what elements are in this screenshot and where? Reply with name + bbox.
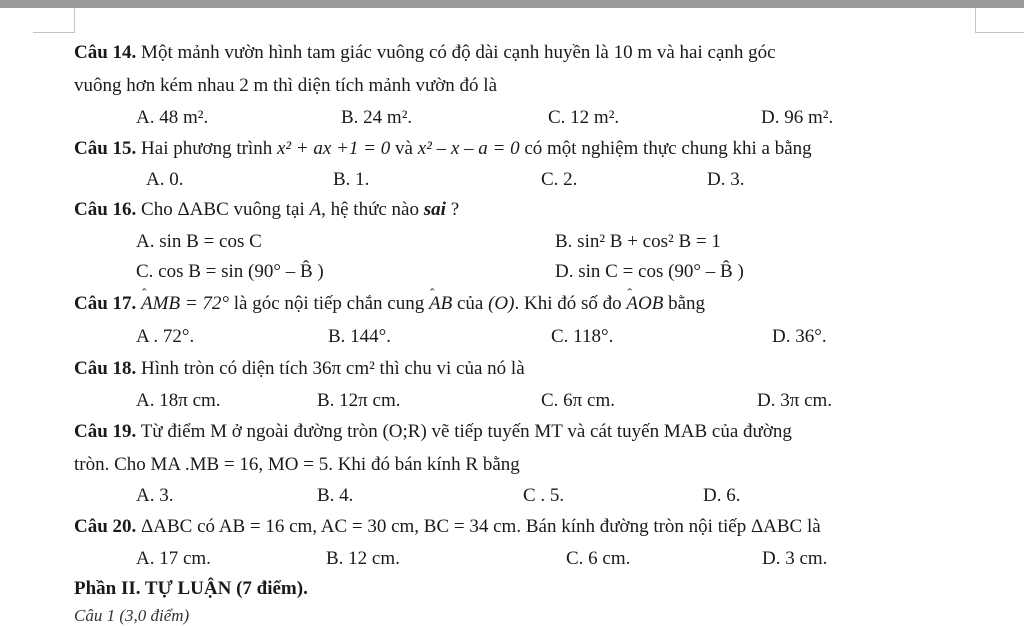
section-heading [74, 577, 308, 601]
option-b: B. sin² B + cos² B = 1 [555, 231, 721, 252]
question-16 [74, 198, 459, 222]
question-text: của [452, 293, 489, 314]
circle-label: (O) [488, 293, 515, 314]
crop-mark-left [74, 8, 75, 33]
option-c: C. 2. [541, 169, 578, 190]
question-text: bằng [663, 293, 705, 314]
angle-amb: ˆ AMB [141, 292, 180, 316]
option-d: D. 36°. [772, 326, 827, 347]
question-18 [74, 357, 525, 381]
question-text: ΔABC có AB = 16 cm, AC = 30 cm, BC = 34 cm. Bán kính đường tròn nội tiếp ΔABC là [136, 516, 821, 537]
question-text: , hệ thức nào [321, 199, 424, 220]
option-d: D. 3. [707, 169, 745, 190]
angle-aob: ˆ AOB [626, 292, 663, 316]
top-border [0, 0, 1024, 8]
option-a: A. 48 m². [136, 107, 209, 128]
cut-off-line: Câu 1 (3,0 điểm) [74, 606, 190, 625]
option-b: B. 4. [317, 485, 354, 506]
option-a: A. 18π cm. [136, 390, 221, 411]
option-b: B. 144°. [328, 326, 392, 347]
option-d: D. 3π cm. [757, 390, 833, 411]
question-text: Cho ΔABC vuông tại [136, 199, 310, 220]
option-a: A. sin B = cos C [136, 231, 262, 252]
option-d: D. 6. [703, 485, 741, 506]
question-14-continued: vuông hơn kém nhau 2 m thì diện tích mảnh vườn đó là [74, 75, 498, 96]
option-b: B. 12π cm. [317, 390, 401, 411]
question-text: Hình tròn có diện tích 36π cm² thì chu vi của nó là [136, 358, 525, 379]
option-c: C. cos B = sin (90° – B̂ ) [136, 261, 324, 282]
angle-value: = 72° [180, 293, 230, 314]
crop-mark-right [975, 32, 1024, 33]
question-number: Câu 15. [74, 138, 137, 159]
question-19-continued: tròn. Cho MA .MB = 16, MO = 5. Khi đó bán kính R bằng [74, 454, 520, 475]
option-d: D. sin C = cos (90° – B̂ ) [555, 261, 744, 282]
option-c: C. 118°. [551, 326, 614, 347]
equation-1: x² + ax +1 = 0 [276, 138, 391, 159]
option-c: C . 5. [523, 485, 565, 506]
question-text: Từ điểm M ở ngoài đường tròn (O;R) vẽ tiếp tuyến MT và cát tuyến MAB của đường [136, 421, 792, 442]
arc-ab: ˆ AB [429, 292, 452, 316]
option-a: A. 17 cm. [136, 548, 211, 569]
option-b: B. 1. [333, 169, 370, 190]
option-b: B. 12 cm. [326, 548, 400, 569]
option-b: B. 24 m². [341, 107, 413, 128]
question-19 [74, 420, 792, 444]
question-17 [74, 292, 705, 316]
question-15 [74, 137, 812, 161]
vertex-label: A [309, 199, 322, 220]
question-14 [74, 41, 776, 65]
question-text: là góc nội tiếp chắn cung [229, 293, 429, 314]
crop-mark-left [33, 32, 75, 33]
section-title: Phần II. TỰ LUẬN (7 điểm). [74, 578, 308, 599]
option-d: D. 3 cm. [762, 548, 828, 569]
question-text: và [390, 138, 418, 159]
crop-mark-right [975, 8, 976, 33]
question-number: Câu 17. [74, 293, 137, 314]
question-20 [74, 515, 821, 539]
option-c: C. 6π cm. [541, 390, 615, 411]
equation-2: x² – x – a = 0 [417, 138, 520, 159]
question-number: Câu 20. [74, 516, 137, 537]
question-text: ? [445, 199, 460, 220]
question-text: . Khi đó số đo [514, 293, 627, 314]
option-a: A. 3. [136, 485, 174, 506]
question-text: Một mảnh vườn hình tam giác vuông có độ dài cạnh huyền là 10 m và hai cạnh góc [136, 42, 776, 63]
question-text: có một nghiệm thực chung khi a bằng [519, 138, 812, 159]
question-text: Hai phương trình [136, 138, 277, 159]
option-c: C. 6 cm. [566, 548, 631, 569]
question-number: Câu 16. [74, 199, 137, 220]
question-number: Câu 19. [74, 421, 137, 442]
question-number: Câu 18. [74, 358, 137, 379]
question-number: Câu 14. [74, 42, 137, 63]
option-c: C. 12 m². [548, 107, 620, 128]
option-a: A . 72°. [136, 326, 195, 347]
option-a: A. 0. [146, 169, 184, 190]
option-d: D. 96 m². [761, 107, 834, 128]
emphasis-word: sai [423, 199, 446, 220]
